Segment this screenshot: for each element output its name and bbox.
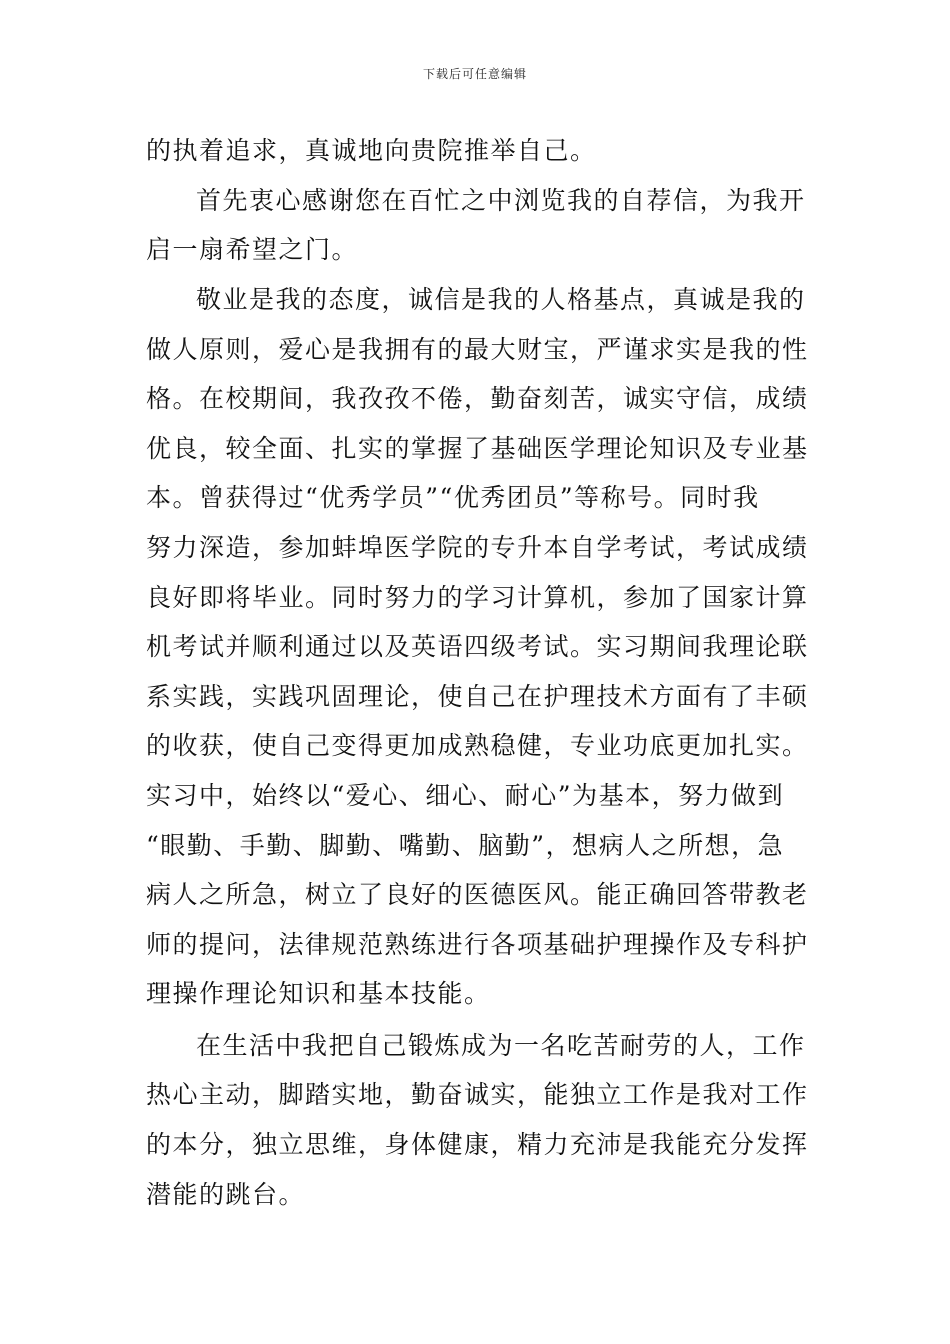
paragraph-first-line: 敬业是我的态度，诚信是我的人格基点，真诚是我的 (196, 285, 806, 314)
text-line: 努力深造，参加蚌埠医学院的专升本自学考试，考试成绩 (146, 533, 809, 562)
text-line: 格。在校期间，我孜孜不倦，勤奋刻苦，诚实守信，成绩 (146, 384, 809, 413)
text-line: 做人原则，爱心是我拥有的最大财宝，严谨求实是我的性 (146, 335, 809, 364)
text-line: 的收获，使自己变得更加成熟稳健，专业功底更加扎实。 (146, 731, 809, 760)
text-line: 机考试并顺利通过以及英语四级考试。实习期间我理论联 (146, 632, 809, 661)
text-line: 本。曾获得过“优秀学员”“优秀团员”等称号。同时我 (146, 483, 760, 512)
text-line: 理操作理论知识和基本技能。 (146, 979, 491, 1008)
text-line: “眼勤、手勤、脚勤、嘴勤、脑勤”，想病人之所想，急 (146, 831, 785, 860)
text-line: 实习中，始终以“爱心、细心、耐心”为基本，努力做到 (146, 781, 785, 810)
page-header: 下载后可任意编辑 (422, 67, 527, 81)
text-line: 的本分，独立思维，身体健康，精力充沛是我能充分发挥 (146, 1130, 809, 1159)
text-line: 潜能的跳台。 (146, 1180, 306, 1209)
text-line: 系实践，实践巩固理论，使自己在护理技术方面有了丰硕 (146, 682, 809, 711)
paragraph-first-line: 首先衷心感谢您在百忙之中浏览我的自荐信，为我开 (196, 186, 806, 215)
text-line: 优良，较全面、扎实的掌握了基础医学理论知识及专业基 (146, 434, 809, 463)
text-line: 启一扇希望之门。 (146, 235, 359, 264)
text-line: 病人之所急，树立了良好的医德医风。能正确回答带教老 (146, 880, 809, 909)
text-line: 热心主动，脚踏实地，勤奋诚实，能独立工作是我对工作 (146, 1080, 809, 1109)
text-line: 的执着追求，真诚地向贵院推举自己。 (146, 136, 597, 165)
paragraph-first-line: 在生活中我把自己锻炼成为一名吃苦耐劳的人，工作 (196, 1031, 806, 1060)
text-line: 师的提问，法律规范熟练进行各项基础护理操作及专科护 (146, 930, 809, 959)
text-line: 良好即将毕业。同时努力的学习计算机，参加了国家计算 (146, 583, 809, 612)
